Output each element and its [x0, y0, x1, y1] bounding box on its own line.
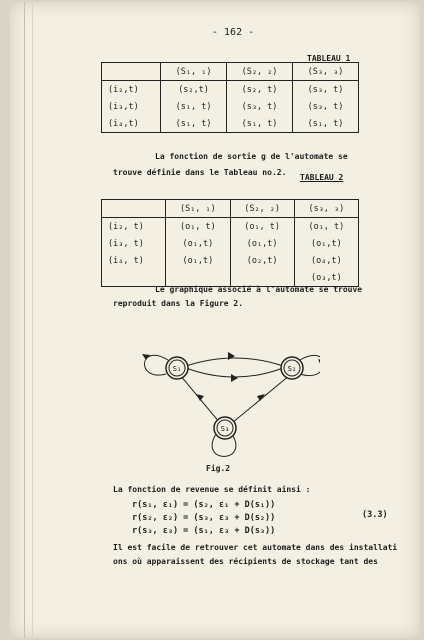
self-loop	[144, 355, 168, 375]
arrow-icon	[228, 352, 235, 360]
figure-caption: Fig.2	[206, 464, 231, 473]
arrow-icon	[257, 394, 265, 401]
arrow-icon	[318, 359, 320, 366]
table-header-cell: (s₃, ₃)	[294, 200, 358, 218]
table-cell: (o₁,t)	[230, 235, 294, 252]
table-cell: (s₁, t)	[161, 115, 227, 133]
table-cell: (o₁, t)	[230, 218, 294, 236]
table-cell: (o₄,t)	[294, 252, 358, 269]
table-row	[102, 235, 359, 252]
page-number: - 162 -	[212, 27, 255, 38]
paragraph-line: reproduit dans la Figure 2.	[113, 299, 244, 308]
arrow-icon	[196, 394, 204, 401]
node-label: S₁	[172, 365, 182, 373]
table-header-cell: (S₂, ₂)	[227, 63, 293, 81]
table-header-cell: (S₂, ₂)	[230, 200, 294, 218]
table-cell: (s₁, t)	[293, 115, 359, 133]
table-row	[102, 98, 359, 115]
table-cell	[230, 269, 294, 287]
table-cell: (i₂,t)	[102, 81, 161, 99]
table-cell: (i₃, t)	[102, 235, 166, 252]
paragraph-line: ons où apparaissent des récipients de stockage tant des	[113, 557, 378, 566]
table-cell: (i₄,t)	[102, 115, 161, 133]
table-cell: (i₄, t)	[102, 252, 166, 269]
arrow-icon	[231, 374, 238, 382]
transition-edge	[186, 358, 283, 366]
table-cell: (s₃, t)	[227, 98, 293, 115]
equation-line: r(s₁, ε₁) = (s₂, ε₁ + D(s₁))	[132, 500, 276, 510]
table-cell: (s₁, t)	[227, 115, 293, 133]
table-cell: (o₁,t)	[166, 252, 230, 269]
table-cell: (i₃,t)	[102, 98, 161, 115]
table-header-cell	[102, 200, 166, 218]
table-cell: (o₁, t)	[294, 218, 358, 236]
equation-number: (3.3)	[362, 510, 388, 520]
table-cell: (o₁, t)	[166, 218, 230, 236]
table-row	[102, 252, 359, 269]
table-row	[102, 81, 359, 99]
node-label: S₂	[287, 365, 297, 373]
table-row	[102, 115, 359, 133]
paragraph-line: Le graphique associé à l'automate se trouve	[155, 285, 363, 294]
table-header-cell: (S₁, ₁)	[161, 63, 227, 81]
state-diagram	[120, 330, 320, 460]
table1-label: TABLEAU 1	[307, 54, 351, 63]
paragraph-line: La fonction de sortie g de l'automate se	[155, 152, 348, 161]
page-edge-line	[24, 2, 25, 638]
table-cell: (o₁,t)	[294, 235, 358, 252]
table-header-cell	[102, 63, 161, 81]
equation-line: r(s₃, ε₃) = (s₁, ε₃ + D(s₃))	[132, 526, 276, 536]
table-header-cell: (S₃, ₃)	[293, 63, 359, 81]
table-cell: (s₁, t)	[161, 98, 227, 115]
table-cell: (o₁,t)	[166, 235, 230, 252]
table-cell: (s₂,t)	[161, 81, 227, 99]
table-cell: (o₃,t)	[294, 269, 358, 287]
table1	[101, 62, 359, 133]
transition-edge	[186, 368, 283, 377]
table-cell: (s₃, t)	[293, 81, 359, 99]
equation-line: r(s₂, ε₂) = (s₃, ε₃ + D(s₂))	[132, 513, 276, 523]
table-cell	[102, 269, 166, 287]
table-cell: (s₃, t)	[293, 98, 359, 115]
table2-label: TABLEAU 2	[300, 173, 344, 182]
table-cell: (s₂, t)	[227, 81, 293, 99]
table-cell: (i₂, t)	[102, 218, 166, 236]
table-row	[102, 218, 359, 236]
paragraph-line: Il est facile de retrouver cet automate dans des installati	[113, 543, 398, 552]
table-row	[102, 269, 359, 287]
page-edge-line	[32, 2, 33, 638]
table2	[101, 199, 359, 287]
paragraph-line: La fonction de revenue se définit ainsi :	[113, 485, 311, 494]
table-cell: (o₂,t)	[230, 252, 294, 269]
paragraph-line: trouve définie dans le Tableau no.2.	[113, 168, 287, 177]
table-cell	[166, 269, 230, 287]
node-label: S₃	[220, 425, 230, 433]
table-header-cell: (S₁, ₁)	[166, 200, 230, 218]
